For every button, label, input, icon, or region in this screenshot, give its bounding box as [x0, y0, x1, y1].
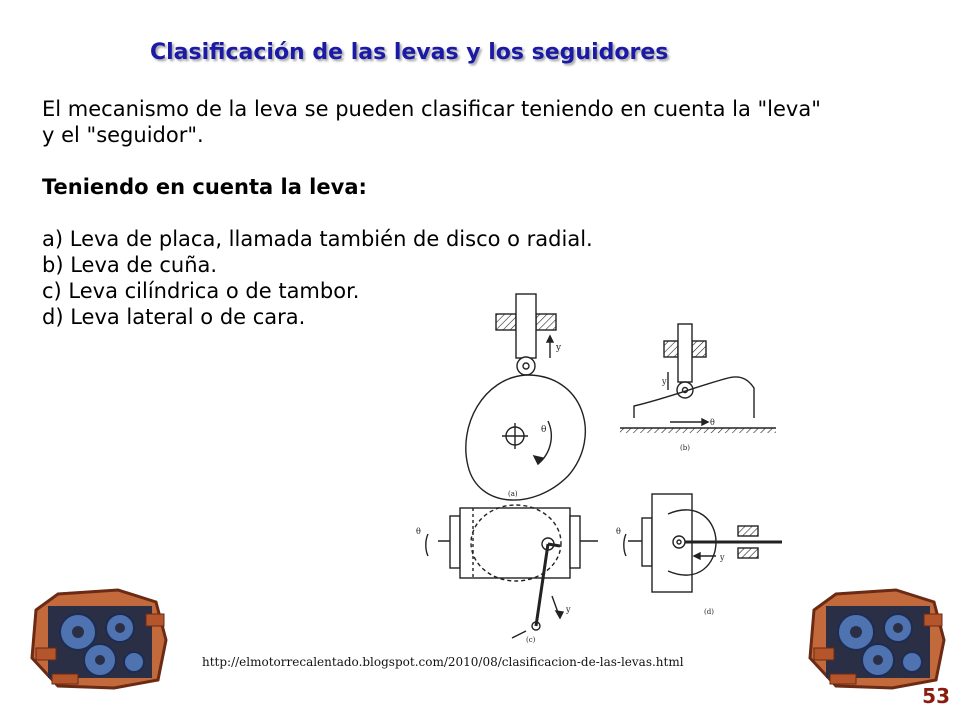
page-number: 53 — [922, 684, 950, 708]
list-item: a) Leva de placa, llamada también de disco o radial. — [42, 227, 593, 251]
label-theta: θ — [541, 425, 547, 435]
label-theta-d: θ — [616, 527, 621, 536]
subheading: Teniendo en cuenta la leva: — [42, 175, 367, 199]
label-c: (c) — [526, 636, 536, 644]
wedge-cam-diagram — [620, 324, 776, 433]
label-b: (b) — [680, 444, 690, 452]
list-item: d) Leva lateral o de cara. — [42, 305, 306, 329]
source-url: http://elmotorrecalentado.blogspot.com/2010/08/clasificacion-de-las-levas.html — [202, 655, 684, 669]
list-item: b) Leva de cuña. — [42, 253, 218, 277]
gears-logo-right — [806, 588, 948, 692]
gears-logo-left — [28, 588, 170, 692]
intro-line-1: El mecanismo de la leva se pueden clasificar teniendo en cuenta la "leva" — [42, 97, 821, 121]
label-y-d: y — [720, 553, 725, 562]
list-item: c) Leva cilíndrica o de tambor. — [42, 279, 360, 303]
label-d: (d) — [704, 608, 714, 616]
plate-cam-diagram — [466, 294, 586, 500]
label-y-c: y — [566, 605, 571, 614]
label-theta-b: θ — [710, 418, 715, 427]
cam-types-figure — [398, 286, 810, 644]
intro-line-2: y el "seguidor". — [42, 123, 204, 147]
label-a: (a) — [508, 490, 518, 498]
slide-title: Clasificación de las levas y los seguidores — [150, 40, 669, 65]
face-cam-diagram — [624, 494, 782, 592]
cylindrical-cam-diagram — [426, 505, 598, 638]
label-theta-c: θ — [416, 527, 421, 536]
label-y-b: y — [662, 377, 667, 386]
label-y: y — [556, 343, 562, 353]
